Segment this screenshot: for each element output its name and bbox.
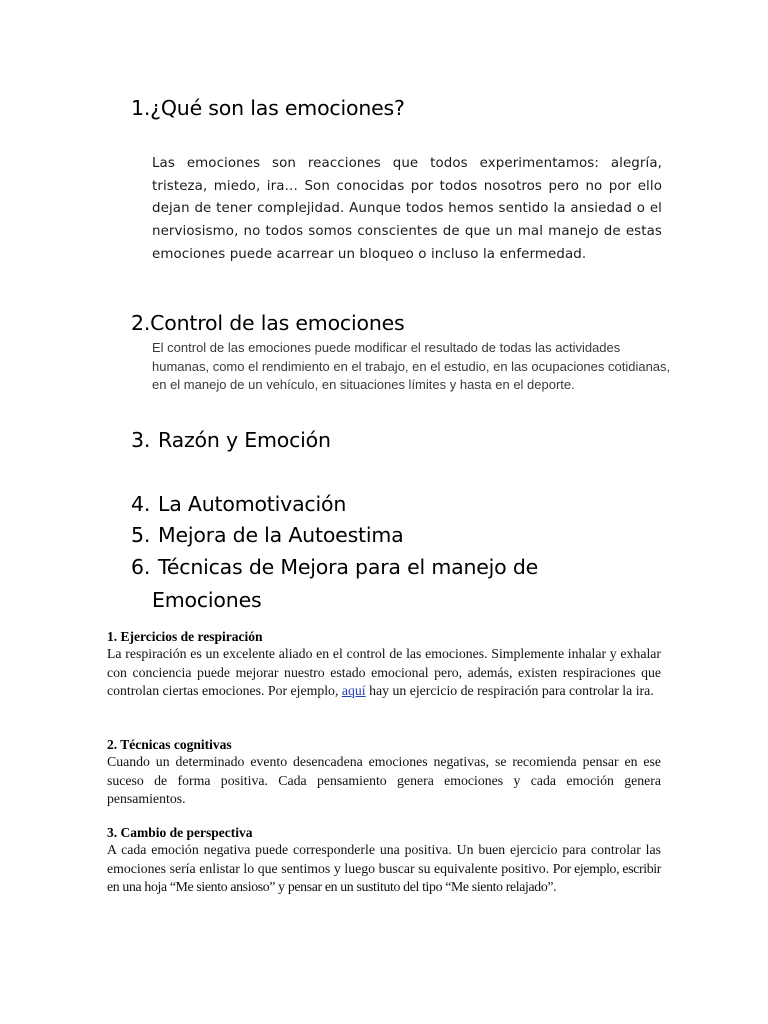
subsection-3-text <box>107 841 661 897</box>
subsection-3-text-part1: A cada emoción negativa puede corresponderle una positiva. Un buen ejercicio para controlar las emociones sería enlistar lo que sentimos y luego buscar su equivalente positivo. <box>107 842 661 876</box>
heading-4-text: La Automotivación <box>158 492 347 516</box>
heading-3-text: Razón y Emoción <box>158 428 331 452</box>
subsection-2-title: 2. Técnicas cognitivas <box>107 737 232 752</box>
heading-6-line2: Emociones <box>152 588 262 612</box>
heading-5-text: Mejora de la Autoestima <box>158 523 404 547</box>
heading-1-text: ¿Qué son las emociones? <box>150 96 405 120</box>
heading-2-number: 2. <box>131 311 151 335</box>
subsection-1-title: 1. Ejercicios de respiración <box>107 629 263 644</box>
heading-4 <box>131 492 346 516</box>
heading-2 <box>131 311 405 335</box>
heading-1 <box>131 96 405 120</box>
heading-3-number: 3. <box>131 428 151 452</box>
heading-1-number: 1. <box>131 96 151 120</box>
paragraph-1: Las emociones son reacciones que todos experimentamos: alegría, tristeza, miedo, ira… Son conocidas por todos nosotros pero no por ello dejan de tener complejidad. Aunque todos hemos sentido la ansiedad o el nerviosismo, no todos somos conscientes de que un mal manejo de estas emociones puede acarrear un bloqueo o incluso la enfermedad. <box>152 156 662 262</box>
subsection-3-text-part2: Por ejemplo, escribir en una hoja “Me siento ansioso” y pensar en un sustituto del tipo “Me siento relajado”. <box>107 860 662 895</box>
aqui-link[interactable]: aquí <box>341 683 366 699</box>
subsection-1-text <box>107 645 661 701</box>
paragraph-2: El control de las emociones puede modificar el resultado de todas las actividades humanas, como el rendimiento en el trabajo, en el estudio, en las ocupaciones cotidianas, en el manejo de un vehículo, en situaciones límites y hasta en el deporte. <box>152 340 671 392</box>
subsection-1-text-after-link: hay un ejercicio de respiración para controlar la ira. <box>369 683 654 699</box>
heading-6-number: 6. <box>131 555 151 579</box>
subsection-1-text-before-link: La respiración es un excelente aliado en el control de las emociones. Simplemente inhalar y exhalar con conciencia puede mejorar nuestro estado emocional pero, además, existen respiraciones que controlan ciertas emociones. Por ejemplo, <box>107 646 661 699</box>
heading-5 <box>131 523 404 547</box>
heading-6-text: Técnicas de Mejora para el manejo de <box>158 555 539 579</box>
heading-3 <box>131 428 331 452</box>
subsection-3-title: 3. Cambio de perspectiva <box>107 825 253 840</box>
heading-4-number: 4. <box>131 492 151 516</box>
heading-6 <box>131 555 538 579</box>
heading-2-text: Control de las emociones <box>150 311 405 335</box>
subsection-2-text: Cuando un determinado evento desencadena emociones negativas, se recomienda pensar en ese suceso de forma positiva. Cada pensamiento genera emociones y cada emoción genera pensamientos. <box>107 754 661 807</box>
heading-5-number: 5. <box>131 523 151 547</box>
